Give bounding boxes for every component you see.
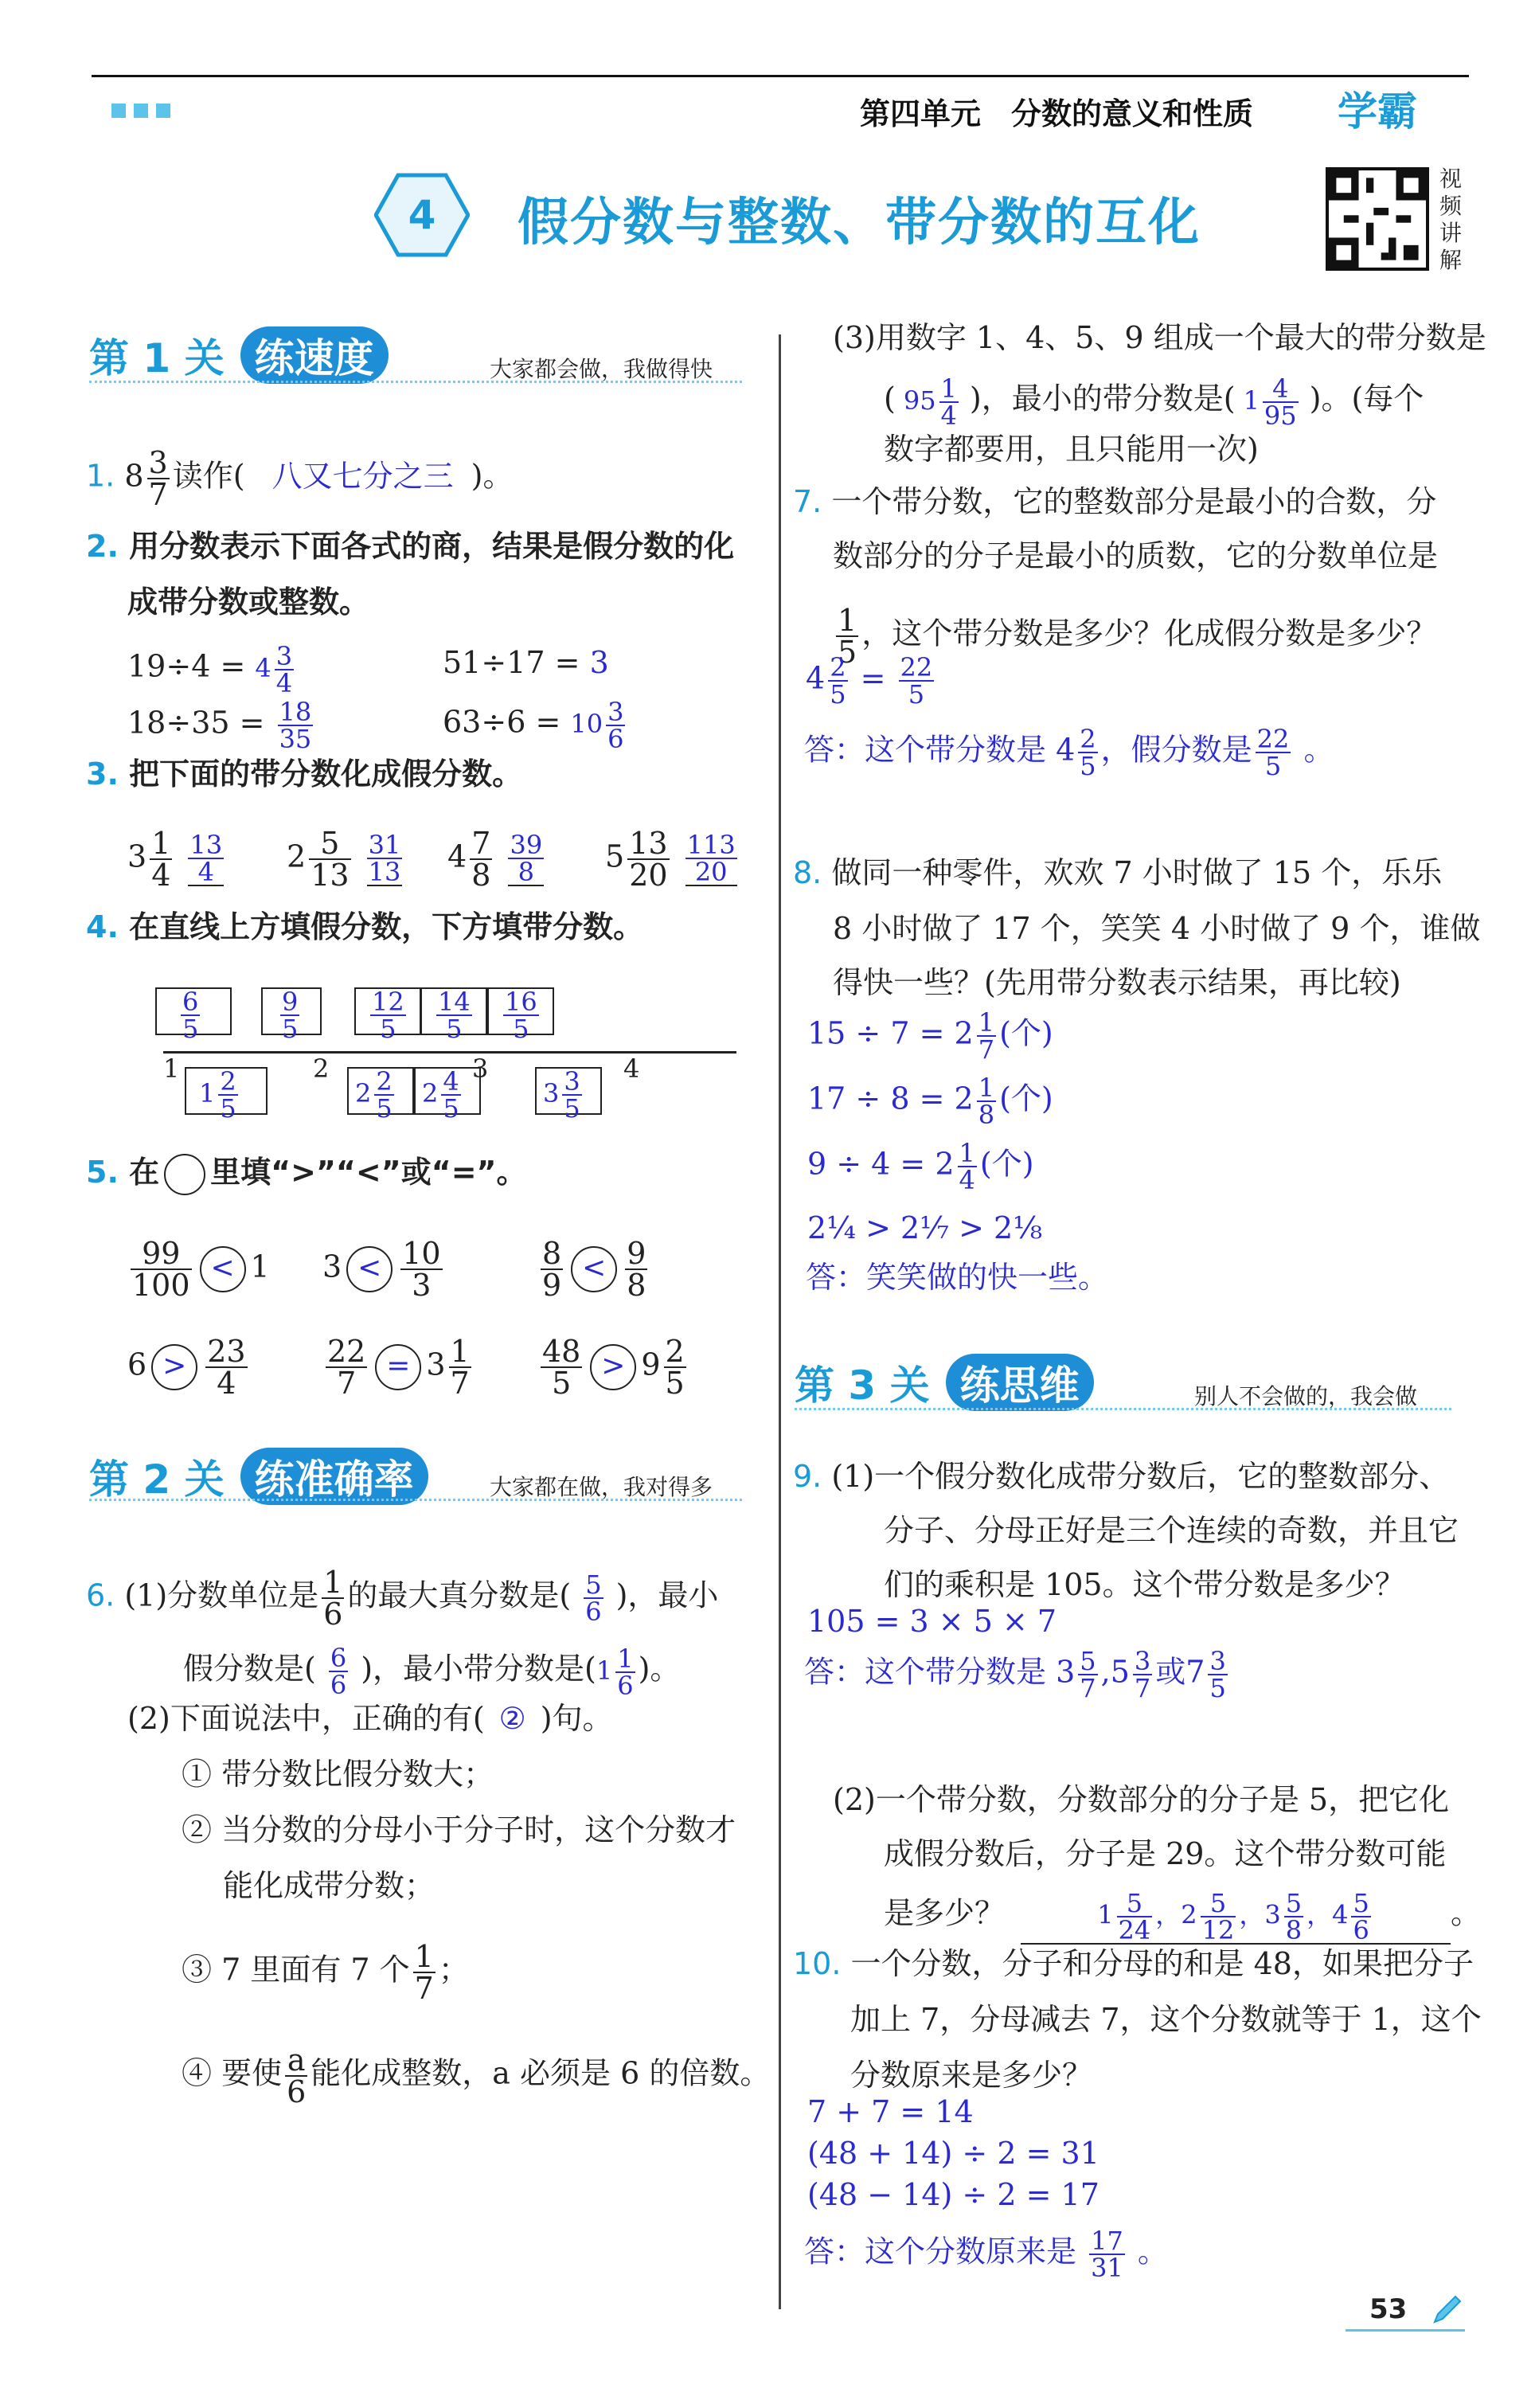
q6-part3-note: 数字都要用，且只能用一次) (884, 432, 1259, 467)
pencil-icon (1430, 2292, 1465, 2327)
q3-prompt: 3. 把下面的带分数化成假分数。 (86, 756, 523, 792)
section3-header (795, 1354, 1094, 1411)
section2-number: 第 2 关 (89, 1456, 225, 1503)
q9-prompt-cont: 分子、分母正好是三个连续的奇数，并且它 (884, 1513, 1459, 1548)
q6-part2: (2)下面说法中，正确的有( ② )句。 (127, 1701, 613, 1736)
qr-code-icon[interactable] (1326, 167, 1429, 271)
q5-item: 3 < $\frac{10}{3}$ (322, 1236, 441, 1303)
section2-pill: 练准确率 (240, 1448, 428, 1505)
section2-tag: 大家都在做，我对得多 (490, 1474, 713, 1500)
q5-item: $\frac{48}{5}$ > 9 $\frac{2}{5}$ (542, 1334, 685, 1401)
section1-underline (89, 381, 742, 383)
section1-pill: 练速度 (240, 326, 389, 384)
q6-option: ① 带分数比假分数大； (182, 1757, 494, 1792)
section3-underline (795, 1408, 1451, 1410)
q9-work: 105 = 3 × 5 × 7 (807, 1604, 1057, 1639)
q3-item: 3 $\frac{1}{4}$ $\frac{13}{4}$ (127, 826, 223, 893)
q10-answer: 答：这个分数原来是 $\frac{17}{31}$ 。 (804, 2226, 1168, 2283)
header-decoration (134, 104, 148, 118)
footer-rule (1346, 2329, 1465, 2332)
qr-caption: 视频讲解 (1439, 166, 1463, 273)
q6-part3: (3)用数字 1、4、5、9 组成一个最大的带分数是 (833, 320, 1486, 355)
q7-prompt-cont: 数部分的分子是最小的质数，它的分数单位是 (833, 538, 1439, 573)
q7-work: 4 $\frac{2}{5}$ = $\frac{22}{5}$ (806, 652, 933, 710)
number-line (163, 1051, 736, 1054)
q9-part2-cont: 是多少？ 1 $\frac{5}{24}$ ，2 $\frac{5}{12}$ ，3 $\frac{5}{8}$ ，4 $\frac{5}{6}$ 。 (884, 1888, 1482, 1945)
q4-top-box: $\frac{9}{5}$ (261, 987, 322, 1035)
header-rule (92, 75, 1469, 77)
q2-item: 51÷17 = 3 (443, 645, 609, 680)
q10-prompt: 10. 一个分数，分子和分母的和是 48，如果把分子 (793, 1946, 1474, 1981)
q5-item: $\frac{8}{9}$ < $\frac{9}{8}$ (542, 1236, 646, 1303)
q8-work: 9 ÷ 4 = 2 $\frac{1}{4}$ (个) (807, 1138, 1034, 1195)
q3-item: 4 $\frac{7}{8}$ $\frac{39}{8}$ (447, 826, 543, 893)
q7-answer: 答：这个带分数是 4 $\frac{2}{5}$ ，假分数是 $\frac{22}{5}$ 。 (804, 724, 1334, 781)
number-line-tick: 4 (623, 1054, 640, 1084)
q2-item: 63÷6 = 10 $\frac{3}{6}$ (443, 697, 624, 754)
q4-bottom-box: 2 $\frac{4}{5}$ (414, 1067, 481, 1115)
q3-item: 2 $\frac{5}{13}$ $\frac{31}{13}$ (287, 826, 401, 893)
q8-work: 17 ÷ 8 = 2 $\frac{1}{8}$ (个) (807, 1073, 1053, 1130)
q8-prompt-cont: 8 小时做了 17 个，笑笑 4 小时做了 9 个，谁做 (833, 911, 1481, 946)
q5-prompt: 5. 在 里填“>”“<”或“=”。 (86, 1153, 527, 1195)
unit-label: 第四单元 分数的意义和性质 (860, 96, 1254, 131)
q8-prompt-cont: 得快一些？(先用带分数表示结果，再比较) (833, 965, 1401, 1000)
q5-item: 6 > $\frac{23}{4}$ (127, 1334, 246, 1401)
q4-bottom-box: 2 $\frac{2}{5}$ (347, 1067, 414, 1115)
q6-option: ④ 要使 $\frac{a}{6}$ 能化成整数，a 必须是 6 的倍数。 (182, 2042, 771, 2109)
header-decoration (156, 104, 170, 118)
q1-answer: 八又七分之三 (271, 458, 454, 494)
q5-item: $\frac{22}{7}$ = 3 $\frac{1}{7}$ (327, 1334, 470, 1401)
q8-compare: 2¼ > 2⅐ > 2⅛ (807, 1210, 1043, 1245)
q5-item: $\frac{99}{100}$ < 1 (132, 1236, 270, 1303)
q6-option: ③ 7 里面有 7 个 $\frac{1}{7}$ ； (182, 1939, 469, 2006)
q10-prompt-cont: 加上 7，分母减去 7，这个分数就等于 1，这个 (850, 2002, 1482, 2037)
q3-item: 5 $\frac{13}{20}$ $\frac{113}{20}$ (605, 826, 736, 893)
q1: 1. 8 $\frac{3}{7}$ 读作( 八又七分之三 )。 (86, 445, 514, 512)
q9-prompt-cont: 们的乘积是 105。这个带分数是多少？ (884, 1567, 1405, 1602)
q4-prompt: 4. 在直线上方填假分数，下方填带分数。 (86, 909, 644, 944)
section1-header (89, 326, 389, 384)
q2-prompt: 2. 用分数表示下面各式的商，结果是假分数的化 (86, 529, 735, 564)
section3-tag: 别人不会做的，我会做 (1194, 1383, 1418, 1409)
column-divider (779, 334, 781, 2309)
q9-part2-cont: 成假分数后，分子是 29。这个带分数可能 (884, 1836, 1447, 1871)
q8-answer: 答：笑笑做的快一些。 (806, 1260, 1109, 1295)
q2-item: 18÷35 = $\frac{18}{35}$ (127, 697, 312, 754)
section1-tag: 大家都会做，我做得快 (490, 356, 713, 382)
number-line-tick: 1 (163, 1054, 180, 1084)
page-title: 假分数与整数、带分数的互化 (518, 194, 1201, 252)
section-hexagon-badge (374, 171, 470, 259)
q10-work: (48 − 14) ÷ 2 = 17 (807, 2177, 1099, 2212)
q6-option-cont: 能化成带分数； (223, 1868, 436, 1903)
q6-part3-cont: ( 95 $\frac{1}{4}$ )，最小的带分数是( 1 $\frac{4}{95}$ )。(每个 (884, 373, 1424, 431)
number-line-tick: 2 (313, 1054, 330, 1084)
q10-prompt-cont: 分数原来是多少？ (850, 2058, 1093, 2093)
brand-logo: 学霸 (1338, 88, 1417, 135)
q4-top-box: $\frac{12}{5}$ (354, 987, 421, 1035)
q4-bottom-box: 1 $\frac{2}{5}$ (185, 1067, 268, 1115)
q7-prompt-cont: $\frac{1}{5}$ ，这个带分数是多少？化成假分数是多少？ (838, 603, 1437, 670)
q4-top-box: $\frac{14}{5}$ (420, 987, 487, 1035)
q2-prompt-cont: 成带分数或整数。 (127, 584, 370, 620)
q10-work: (48 + 14) ÷ 2 = 31 (807, 2136, 1099, 2171)
header-decoration (111, 104, 126, 118)
q6-option: ② 当分数的分母小于分子时，这个分数才 (182, 1812, 736, 1847)
section3-pill: 练思维 (946, 1354, 1094, 1411)
q9-part2: (2)一个带分数，分数部分的分子是 5，把它化 (833, 1782, 1450, 1817)
q9-answer: 答：这个带分数是 3 $\frac{5}{7}$ ,5 $\frac{3}{7}$ 或7 $\frac{3}{5}$ (804, 1646, 1226, 1703)
q6-part1-cont: 假分数是( $\frac{6}{6}$ )，最小带分数是(1 $\frac{1}{6}$ )。 (183, 1643, 681, 1701)
q4-top-box: $\frac{16}{5}$ (487, 987, 554, 1035)
section3-number: 第 3 关 (795, 1362, 930, 1409)
q10-work: 7 + 7 = 14 (807, 2094, 974, 2129)
number-line-tick: 3 (472, 1054, 489, 1084)
page-number: 53 (1369, 2293, 1408, 2325)
section2-underline (89, 1499, 742, 1501)
section-number: 4 (408, 192, 436, 238)
q2-item: 19÷4 = 4 $\frac{3}{4}$ (127, 641, 293, 698)
section1-number: 第 1 关 (89, 335, 225, 381)
q8-work: 15 ÷ 7 = 2 $\frac{1}{7}$ (个) (807, 1007, 1053, 1065)
section2-header (89, 1448, 428, 1505)
q4-bottom-box: 3 $\frac{3}{5}$ (535, 1067, 602, 1115)
q6-part1: 6. (1)分数单位是 $\frac{1}{6}$ 的最大真分数是( $\frac{5}{6}$ )，最小 (86, 1565, 719, 1632)
q4-top-box: $\frac{6}{5}$ (155, 987, 232, 1035)
q8-prompt: 8. 做同一种零件，欢欢 7 小时做了 15 个，乐乐 (793, 855, 1443, 890)
q9-prompt: 9. (1)一个假分数化成带分数后，它的整数部分、 (793, 1459, 1450, 1494)
q7-prompt: 7. 一个带分数，它的整数部分是最小的合数，分 (793, 484, 1437, 519)
